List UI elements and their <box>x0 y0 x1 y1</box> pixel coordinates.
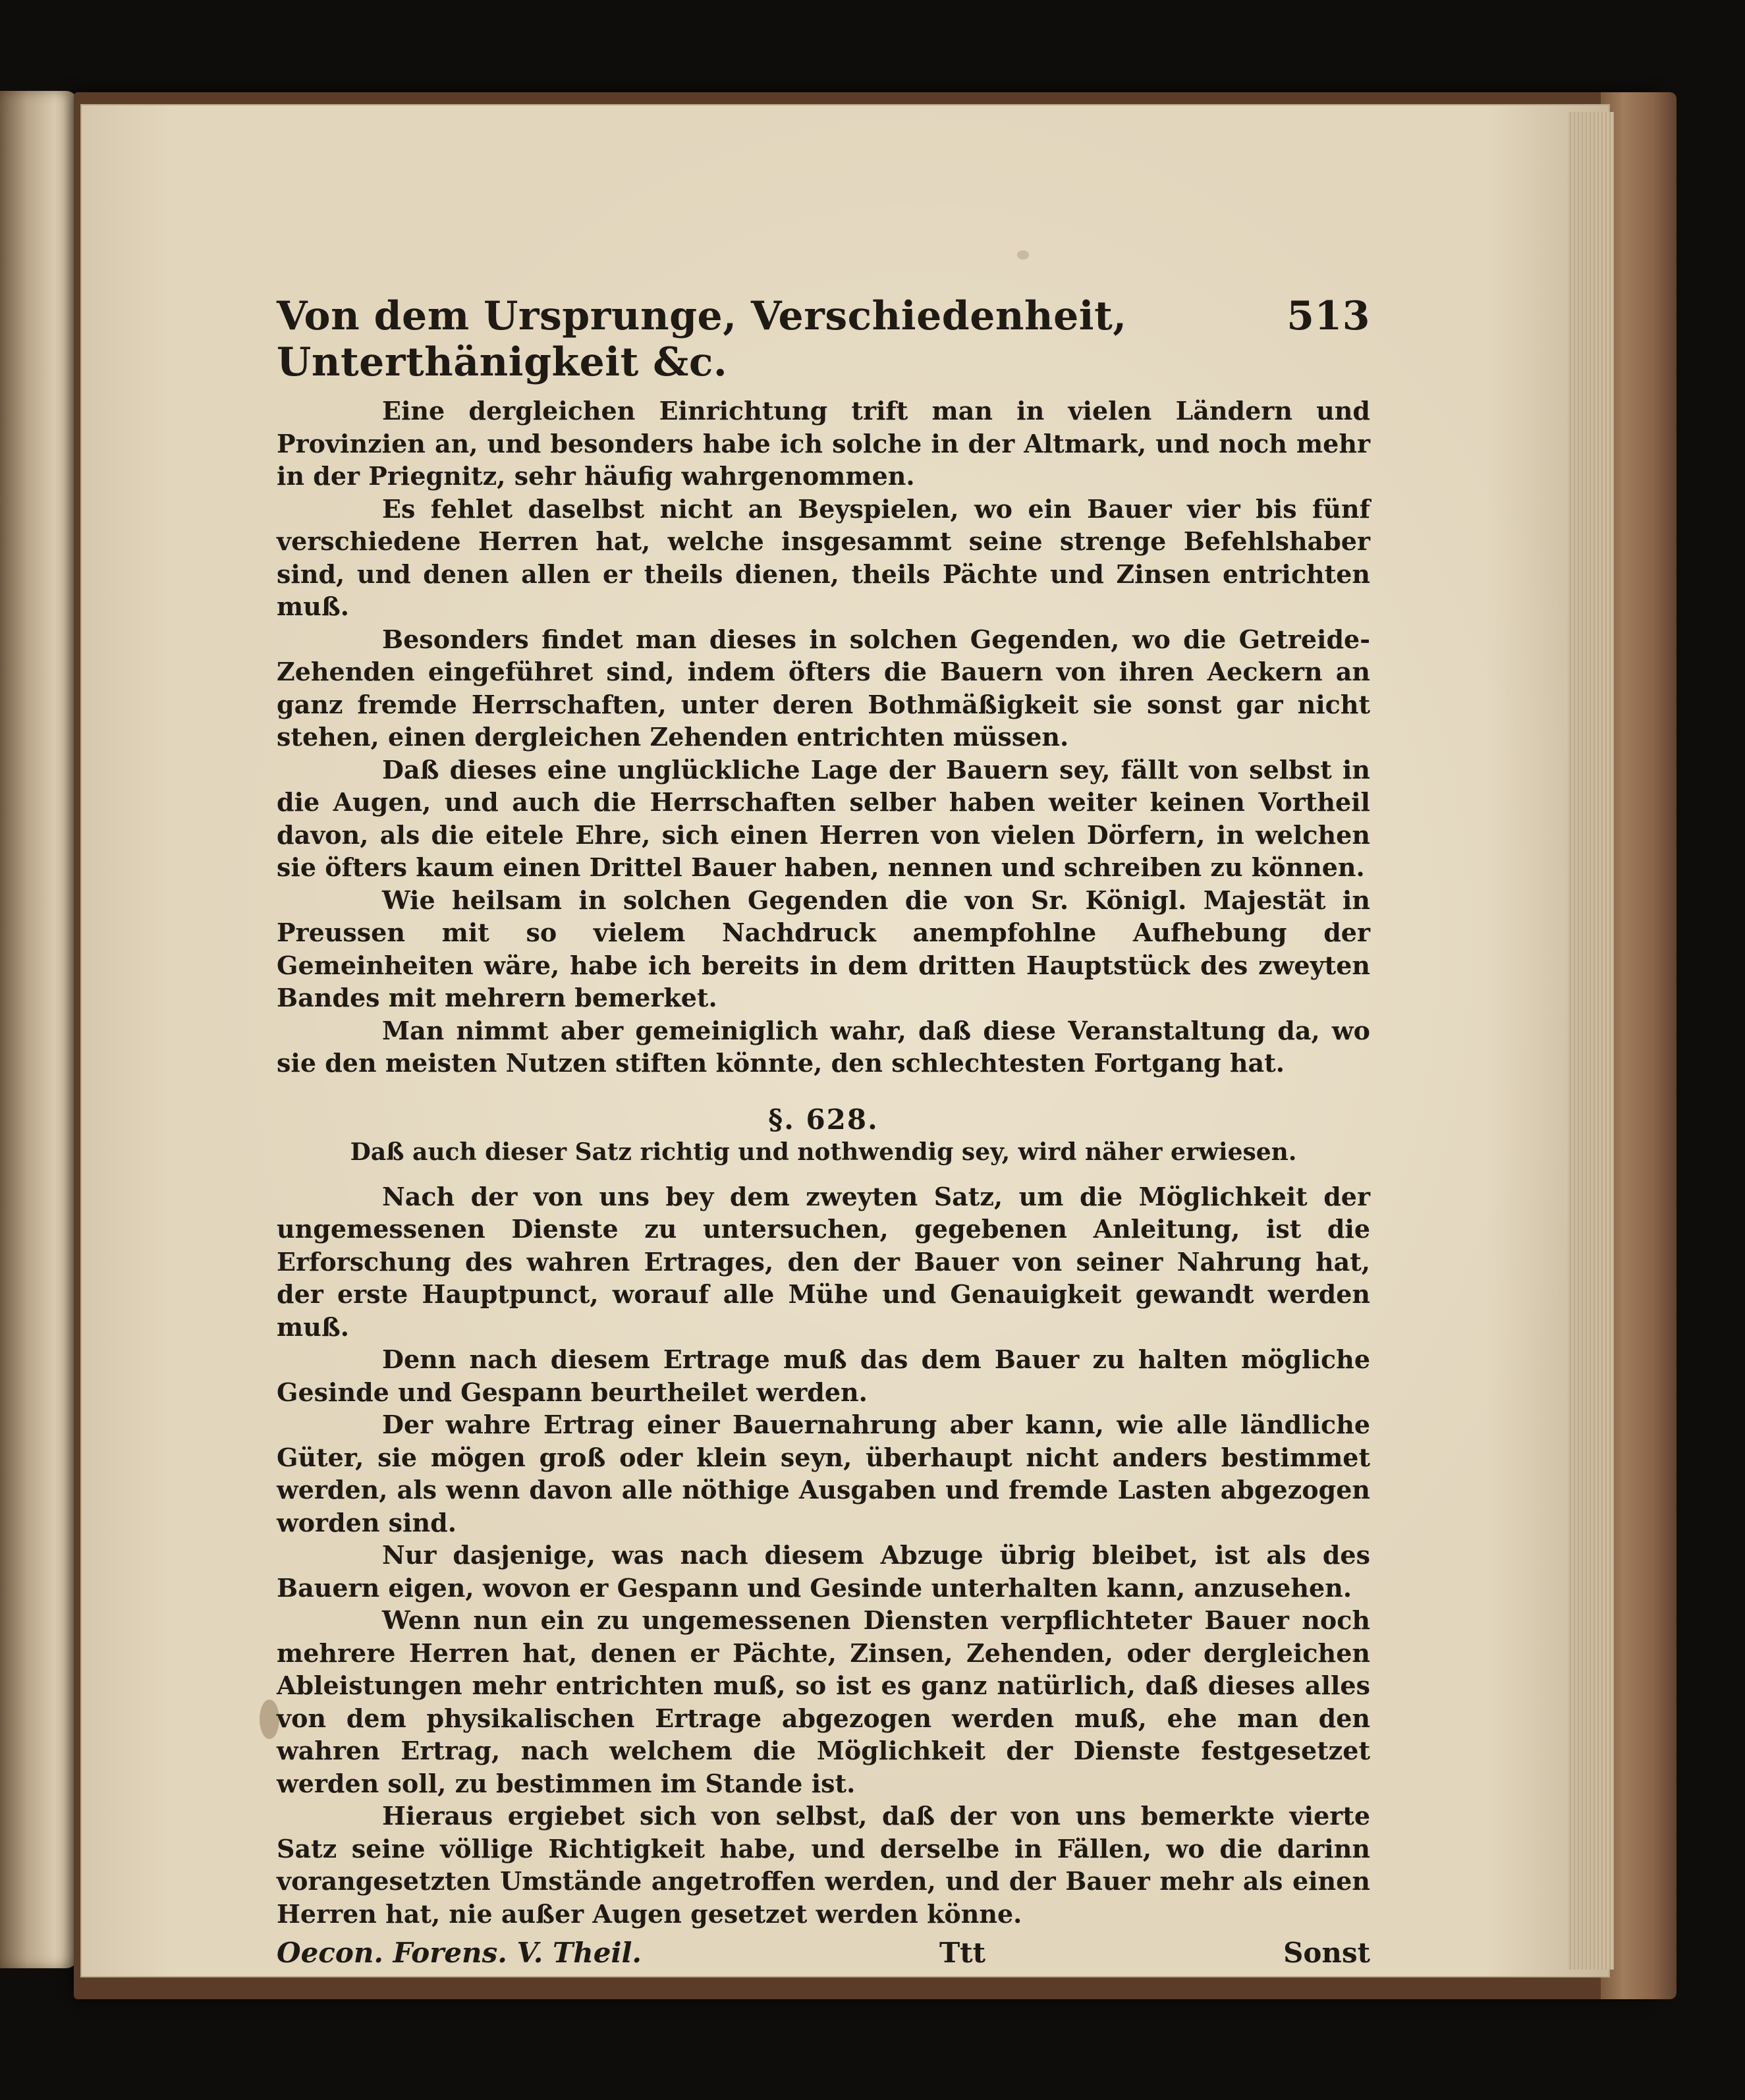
paragraph: Wie heilsam in solchen Gegenden die von Sr. Königl. Majestät in Preussen mit so vielem Nachdruck anempfohlne Aufhebung der Gemeinheiten wäre, habe ich bereits in dem dritten Hauptstück des zweyten Bandes mit mehrern bemerket. <box>277 885 1370 1012</box>
paragraph: Wenn nun ein zu ungemessenen Diensten verpflichteter Bauer noch mehrere Herren hat, denen er Pächte, Zinsen, Zehenden, oder dergleichen Ableistungen mehr entrichten muß, so ist es ganz natürlich, daß dieses alles von dem physikalischen Ertrage abgezogen werden muß, ehe man den wahren Ertrag, nach welchem die Möglichkeit der Dienste festgesetzet werden soll, zu bestimmen im Stande ist. <box>277 1605 1370 1798</box>
paragraph: Nach der von uns bey dem zweyten Satz, um die Möglichkeit der ungemessenen Dienste zu untersuchen, gegebenen Anleitung, ist die Erforschung des wahren Ertrages, den der Bauer von seiner Nahrung hat, der erste Hauptpunct, worauf alle Mühe und Genauigkeit gewandt werden muß. <box>277 1181 1370 1342</box>
paragraph: Hieraus ergiebet sich von selbst, daß der von uns bemerkte vierte Satz seine völlige Richtigkeit habe, und derselbe in Fällen, wo die darinn vorangesetzten Umstände angetroffen werden, und der Bauer mehr als einen Herren hat, nie außer Augen gesetzet werden könne. <box>277 1801 1370 1929</box>
foxing-spot <box>1017 250 1029 260</box>
signature-left: Oecon. Forens. V. Theil. <box>277 1937 642 1969</box>
facing-page-edge <box>0 91 78 1968</box>
paragraph: Eine dergleichen Einrichtung trift man in vielen Ländern und Provinzien an, und besonders habe ich solche in der Altmark, und noch mehr in der Priegnitz, sehr häufig wahrgenommen. <box>277 396 1370 491</box>
paragraph: Denn nach diesem Ertrage muß das dem Bauer zu halten mögliche Gesinde und Gespann beurtheilet werden. <box>277 1344 1370 1407</box>
paragraph: Man nimmt aber gemeiniglich wahr, daß diese Veranstaltung da, wo sie den meisten Nutzen stiften könnte, den schlechtesten Fortgang hat. <box>277 1015 1370 1078</box>
running-head <box>277 293 1370 385</box>
paragraph: Besonders findet man dieses in solchen Gegenden, wo die Getreide-Zehenden eingeführet sind, indem öfters die Bauern von ihren Aeckern an ganz fremde Herrschaften, unter deren Bothmäßigkeit sie sonst gar nicht stehen, einen dergleichen Zehenden entrichten müssen. <box>277 624 1370 752</box>
page-footer <box>277 1937 1370 1969</box>
paragraph: Der wahre Ertrag einer Bauernahrung aber kann, wie alle ländliche Güter, sie mögen groß oder klein seyn, überhaupt nicht anders bestimmet werden, als wenn davon alle nöthige Ausgaben und fremde Lasten abgezogen worden sind. <box>277 1410 1370 1537</box>
running-title: Von dem Ursprunge, Verschiedenheit, Unterthänigkeit &c. <box>277 293 1127 385</box>
paragraph: Nur dasjenige, was nach diesem Abzuge übrig bleibet, ist als des Bauern eigen, wovon er Gespann und Gesinde unterhalten kann, anzusehen. <box>277 1540 1370 1603</box>
page-text <box>277 293 1370 1969</box>
page-number: 513 <box>1287 293 1370 339</box>
catchword: Sonst <box>1283 1937 1370 1969</box>
paragraph: Es fehlet daselbst nicht an Beyspielen, wo ein Bauer vier bis fünf verschiedene Herren hat, welche insgesammt seine strenge Befehlshaber sind, und denen allen er theils dienen, theils Pächte und Zinsen entrichten muß. <box>277 493 1370 621</box>
section-heading: §. 628. <box>768 1103 879 1136</box>
page-stack-edge <box>1568 112 1614 1970</box>
section-subheading: Daß auch dieser Satz richtig und nothwendig sey, wird näher erwiesen. <box>350 1138 1297 1166</box>
signature-mark: Ttt <box>939 1937 986 1969</box>
paragraph: Daß dieses eine unglückliche Lage der Bauern sey, fällt von selbst in die Augen, und auch die Herrschaften selber haben weiter keinen Vortheil davon, als die eitele Ehre, sich einen Herren von vielen Dörfern, in welchen sie öfters kaum einen Drittel Bauer haben, nennen und schreiben zu können. <box>277 754 1370 882</box>
